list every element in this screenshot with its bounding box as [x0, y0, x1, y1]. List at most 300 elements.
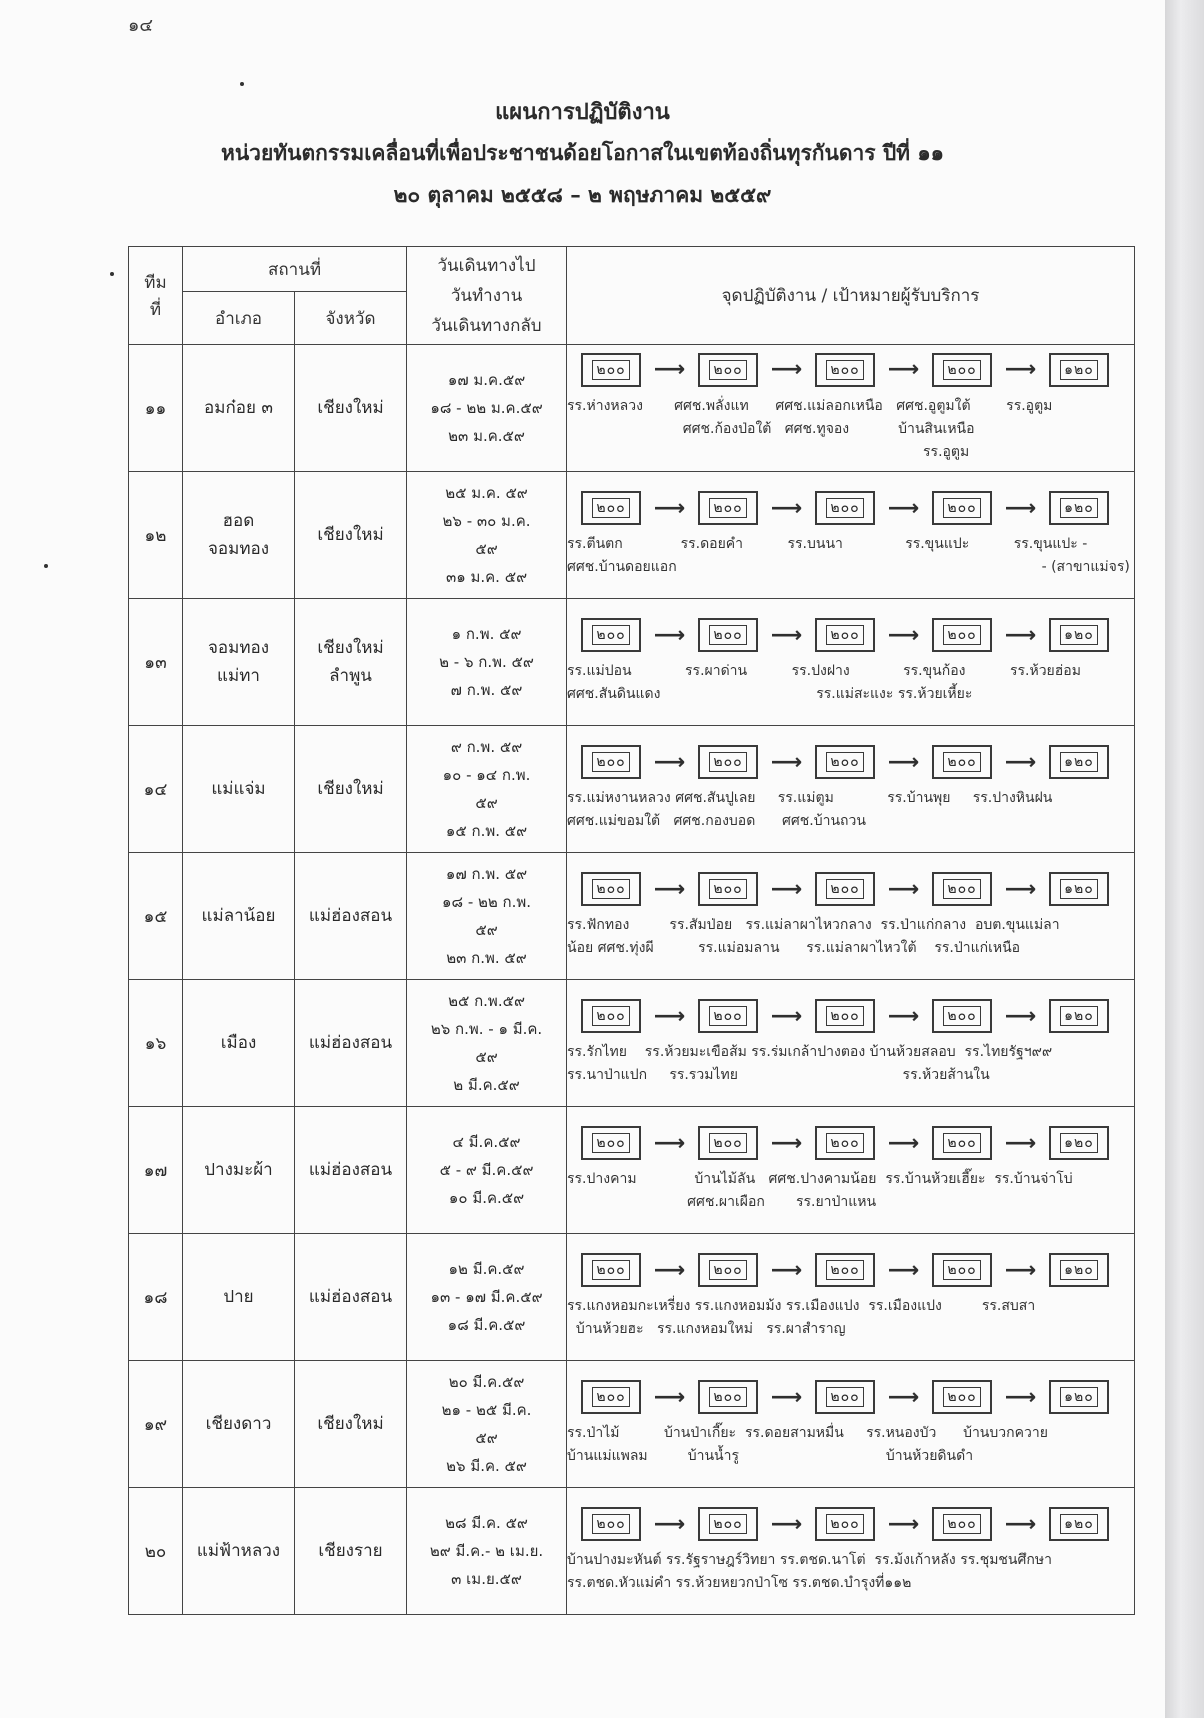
arrow-right-icon: ⟶	[770, 1511, 803, 1537]
arrow-right-icon: ⟶	[653, 1257, 686, 1283]
dates-cell	[407, 853, 567, 980]
table-row	[129, 1361, 1135, 1488]
target-box	[932, 872, 992, 906]
school-list	[567, 1549, 1134, 1595]
document-period: ๒๐ ตุลาคม ๒๕๕๘ – ๒ พฤษภาคม ๒๕๕๙	[393, 182, 772, 207]
target-value: ๒๐๐	[826, 625, 863, 645]
arrow-right-icon: ⟶	[653, 1511, 686, 1537]
date-line: ๑๐ มี.ค.๕๙	[448, 1189, 525, 1207]
date-line: ๒๙ มี.ค.- ๒ เม.ย.	[429, 1542, 544, 1560]
amphoe-line: อมก๋อย ๓	[204, 398, 273, 418]
school-list	[567, 914, 1134, 960]
table-row	[129, 1234, 1135, 1361]
target-box	[1049, 1507, 1109, 1541]
target-value: ๒๐๐	[592, 360, 629, 380]
date-line: ๑๗ ก.พ. ๕๙	[445, 865, 528, 883]
target-box	[815, 872, 875, 906]
target-flow	[581, 1507, 1134, 1541]
date-line: ๙ ก.พ. ๕๙	[450, 738, 523, 756]
points-cell	[567, 853, 1135, 980]
arrow-right-icon: ⟶	[770, 622, 803, 648]
target-value: ๑๒๐	[1060, 498, 1098, 518]
school-list	[567, 1041, 1134, 1087]
arrow-right-icon: ⟶	[770, 876, 803, 902]
amphoe-cell	[183, 472, 295, 599]
target-box	[581, 353, 641, 387]
date-line: ๒๓ ก.พ. ๕๙	[446, 949, 527, 967]
arrow-right-icon: ⟶	[1004, 357, 1037, 382]
amphoe-cell	[183, 1107, 295, 1234]
target-value: ๒๐๐	[826, 752, 863, 772]
target-box	[581, 1126, 641, 1160]
arrow-right-icon: ⟶	[887, 495, 920, 521]
province-line: เชียงใหม่	[317, 638, 384, 658]
amphoe-line: ปาย	[223, 1287, 254, 1307]
target-box	[1049, 745, 1109, 779]
date-line: ๒๐ มี.ค.๕๙	[448, 1373, 525, 1391]
target-value: ๒๐๐	[709, 879, 746, 899]
province-cell	[295, 599, 407, 726]
target-value: ๒๐๐	[592, 498, 629, 518]
target-box	[698, 353, 758, 387]
amphoe-line: ฮอด	[222, 511, 255, 531]
school-line: รร.ปางคาม บ้านไม้ลัน ศศช.ปางคามน้อย รร.บ้านห้วยเฮี๊ยะ รร.บ้านจ่าโบ่	[567, 1171, 1073, 1187]
dates-cell	[407, 726, 567, 853]
date-line: ๒๕ ม.ค. ๕๙	[445, 484, 528, 502]
target-flow	[581, 618, 1134, 652]
target-box	[1049, 618, 1109, 652]
points-cell	[567, 1107, 1135, 1234]
school-line: รร.แม่หงานหลวง ศศช.สันปูเลย รร.แม่ตูม รร.บ้านพุย รร.ปางหินฝน	[567, 790, 1053, 806]
target-box	[1049, 1253, 1109, 1287]
target-value: ๒๐๐	[943, 360, 980, 380]
target-box	[698, 745, 758, 779]
date-line: ๑๘ มี.ค.๕๙	[447, 1316, 526, 1334]
points-cell	[567, 472, 1135, 599]
target-flow	[581, 1126, 1134, 1160]
header-dates-return: วันเดินทางกลับ	[431, 315, 542, 336]
target-box	[1049, 491, 1109, 525]
header-team-line2: ที่	[149, 299, 162, 320]
school-line: รร.ป่าไม้ บ้านป่าเกี๊ยะ รร.ดอยสามหมื่น รร.หนองบัว บ้านบวกควาย	[567, 1425, 1048, 1441]
arrow-right-icon: ⟶	[1004, 749, 1037, 775]
target-box	[815, 1380, 875, 1414]
school-line: รร.ฟักทอง รร.สัมป่อย รร.แม่ลาผาไหวกลาง รร.ป่าแก่กลาง อบต.ขุนแม่ลา	[567, 917, 1060, 933]
team-cell: ๑๕	[129, 853, 183, 980]
arrow-right-icon: ⟶	[887, 1130, 920, 1156]
target-box	[815, 353, 875, 387]
target-value: ๒๐๐	[826, 498, 863, 518]
target-box	[932, 353, 992, 387]
province-cell	[295, 1361, 407, 1488]
date-line: ๔ มี.ค.๕๙	[452, 1133, 521, 1151]
target-value: ๒๐๐	[592, 1006, 629, 1026]
date-line: ๓ เม.ย.๕๙	[451, 1570, 522, 1588]
target-value: ๑๒๐	[1060, 625, 1098, 645]
amphoe-cell	[183, 980, 295, 1107]
school-line: ศศช.ก้องป่อใต้ ศศช.ทูจอง บ้านสินเหนือ	[567, 420, 975, 437]
header-team-line1: ทีม	[144, 272, 167, 293]
arrow-right-icon: ⟶	[887, 357, 920, 382]
target-value: ๒๐๐	[592, 752, 629, 772]
date-line: ๒๘ มี.ค. ๕๙	[445, 1514, 528, 1532]
date-line: ๑ ก.พ. ๕๙	[451, 625, 522, 643]
target-value: ๒๐๐	[709, 625, 746, 645]
page-edge-shadow	[1165, 0, 1204, 1718]
points-cell	[567, 1361, 1135, 1488]
table-row	[129, 853, 1135, 980]
target-box	[815, 1126, 875, 1160]
target-box	[932, 618, 992, 652]
target-box	[581, 618, 641, 652]
header-dates-go: วันเดินทางไป	[437, 255, 536, 276]
target-box	[698, 1507, 758, 1541]
arrow-right-icon: ⟶	[653, 1130, 686, 1156]
province-line: ลำพูน	[329, 666, 372, 686]
school-line: รร.ห่างหลวง ศศช.พลั่งแท ศศช.แม่ลอกเหนือ ศศช.อูตูมใต้ รร.อูตูม	[567, 397, 1053, 414]
arrow-right-icon: ⟶	[653, 876, 686, 902]
date-line: ๑๘ - ๒๒ ม.ค.๕๙	[430, 399, 543, 417]
dates-cell	[407, 980, 567, 1107]
arrow-right-icon: ⟶	[1004, 1003, 1037, 1029]
arrow-right-icon: ⟶	[1004, 495, 1037, 521]
dates-cell	[407, 472, 567, 599]
arrow-right-icon: ⟶	[770, 495, 803, 521]
target-flow	[581, 745, 1134, 779]
target-value: ๒๐๐	[709, 498, 746, 518]
arrow-right-icon: ⟶	[770, 749, 803, 775]
arrow-right-icon: ⟶	[653, 1003, 686, 1029]
target-value: ๒๐๐	[943, 752, 980, 772]
province-cell	[295, 1488, 407, 1615]
target-value: ๒๐๐	[709, 1006, 746, 1026]
target-value: ๒๐๐	[943, 498, 980, 518]
team-cell: ๑๘	[129, 1234, 183, 1361]
amphoe-cell	[183, 1488, 295, 1615]
header-points: จุดปฏิบัติงาน / เป้าหมายผู้รับบริการ	[567, 247, 1135, 345]
date-line: ๕๙	[475, 794, 498, 812]
target-value: ๒๐๐	[943, 1006, 980, 1026]
target-box	[581, 1507, 641, 1541]
province-line: แม่ฮ่องสอน	[308, 1287, 393, 1307]
header-province: จังหวัด	[295, 292, 407, 345]
dates-cell	[407, 599, 567, 726]
target-value: ๒๐๐	[943, 1260, 980, 1280]
points-cell	[567, 726, 1135, 853]
province-cell	[295, 726, 407, 853]
points-cell	[567, 1488, 1135, 1615]
school-line: ศศช.แม่ขอมใต้ ศศช.กองบอด ศศช.บ้านถวน	[567, 813, 866, 829]
arrow-right-icon: ⟶	[653, 357, 686, 382]
arrow-right-icon: ⟶	[770, 1003, 803, 1029]
school-line: รร.แกงหอมกะเหรี่ยง รร.แกงหอมม้ง รร.เมืองแปง รร.เมืองแปง รร.สบสา	[567, 1298, 1036, 1314]
header-dates-work: วันทำงาน	[450, 285, 523, 306]
province-line: แม่ฮ่องสอน	[308, 1033, 393, 1053]
province-line: เชียงใหม่	[317, 779, 384, 799]
target-value: ๒๐๐	[592, 879, 629, 899]
arrow-right-icon: ⟶	[887, 1384, 920, 1410]
school-line: ศศช.สันดินแดง รร.แม่สะแงะ รร.ห้วยเหี้ยะ	[567, 686, 973, 702]
school-line: รร.ตชด.หัวแม่คำ รร.ห้วยหยวกป่าโซ รร.ตชด.บำรุงที่๑๑๒	[567, 1575, 912, 1591]
header-team	[129, 247, 183, 345]
school-list	[567, 1168, 1134, 1214]
target-value: ๒๐๐	[592, 1260, 629, 1280]
table-row	[129, 1107, 1135, 1234]
target-box	[815, 1253, 875, 1287]
scan-dot	[240, 82, 244, 86]
arrow-right-icon: ⟶	[653, 622, 686, 648]
target-box	[698, 1253, 758, 1287]
amphoe-line: เมือง	[220, 1033, 257, 1053]
date-line: ๒๖ - ๓๐ ม.ค.	[442, 512, 531, 530]
arrow-right-icon: ⟶	[653, 495, 686, 521]
school-line: รร.แม่ปอน รร.ผาด่าน รร.ปงฝาง รร.ขุนก้อง รร.ห้วยฮ่อม	[567, 663, 1081, 679]
target-box	[698, 618, 758, 652]
team-cell: ๑๖	[129, 980, 183, 1107]
header-dates	[407, 247, 567, 345]
team-cell: ๒๐	[129, 1488, 183, 1615]
target-box	[932, 999, 992, 1033]
document-title: แผนการปฏิบัติงาน	[495, 99, 670, 125]
target-value: ๒๐๐	[826, 360, 863, 380]
date-line: ๑๘ - ๒๒ ก.พ.	[441, 893, 532, 911]
arrow-right-icon: ⟶	[887, 876, 920, 902]
school-line: รร.ตีนตก รร.ดอยคำ รร.บนนา รร.ขุนแปะ รร.ขุนแปะ -	[567, 536, 1088, 552]
date-line: ๒ - ๖ ก.พ. ๕๙	[439, 653, 534, 671]
province-line: เชียงราย	[318, 1541, 383, 1561]
target-box	[932, 1507, 992, 1541]
date-line: ๕๙	[475, 1048, 498, 1066]
school-list	[567, 533, 1134, 579]
target-value: ๒๐๐	[709, 1260, 746, 1280]
target-box	[1049, 1126, 1109, 1160]
header-amphoe: อำเภอ	[183, 292, 295, 345]
arrow-right-icon: ⟶	[887, 1257, 920, 1283]
target-box	[932, 1253, 992, 1287]
target-value: ๒๐๐	[709, 360, 746, 380]
target-value: ๒๐๐	[826, 1260, 863, 1280]
school-list	[567, 395, 1134, 464]
target-value: ๒๐๐	[826, 1006, 863, 1026]
province-line: เชียงใหม่	[317, 398, 384, 418]
date-line: ๕๙	[475, 1429, 498, 1447]
target-value: ๒๐๐	[826, 1133, 863, 1153]
date-line: ๑๓ - ๑๗ มี.ค.๕๙	[430, 1288, 543, 1306]
date-line: ๒๓ ม.ค.๕๙	[448, 427, 525, 445]
target-value: ๒๐๐	[592, 625, 629, 645]
province-line: เชียงใหม่	[317, 1414, 384, 1434]
province-cell	[295, 980, 407, 1107]
target-value: ๑๒๐	[1060, 360, 1098, 380]
dates-cell	[407, 1361, 567, 1488]
amphoe-cell	[183, 599, 295, 726]
date-line: ๕๙	[475, 921, 498, 939]
target-box	[581, 872, 641, 906]
school-line: น้อย ศศช.ทุ่งผี รร.แม่อมลาน รร.แม่ลาผาไหวใต้ รร.ป่าแก่เหนือ	[567, 940, 1021, 956]
table-row	[129, 345, 1135, 472]
province-line: แม่ฮ่องสอน	[308, 906, 393, 926]
table-row	[129, 472, 1135, 599]
arrow-right-icon: ⟶	[1004, 1384, 1037, 1410]
document-header	[0, 92, 1165, 216]
target-box	[581, 999, 641, 1033]
target-box	[932, 491, 992, 525]
team-cell: ๑๔	[129, 726, 183, 853]
school-line: ศศช.บ้านดอยแอก - (สาขาแม่จร)	[567, 559, 1130, 575]
table-body	[129, 345, 1135, 1615]
arrow-right-icon: ⟶	[770, 1384, 803, 1410]
school-list	[567, 1295, 1134, 1341]
date-line: ๒๖ ก.พ. - ๑ มี.ค.	[430, 1020, 543, 1038]
scan-dot	[110, 272, 114, 276]
team-cell: ๑๓	[129, 599, 183, 726]
table-row	[129, 980, 1135, 1107]
amphoe-cell	[183, 726, 295, 853]
table-row	[129, 599, 1135, 726]
amphoe-cell	[183, 853, 295, 980]
target-box	[1049, 872, 1109, 906]
school-line: บ้านแม่แพลม บ้านน้ำรู บ้านห้วยดินดำ	[567, 1448, 974, 1464]
document-subtitle: หน่วยทันตกรรมเคลื่อนที่เพื่อประชาชนด้อยโอกาสในเขตท้องถิ่นทุรกันดาร ปีที่ ๑๑	[220, 140, 944, 165]
points-cell	[567, 980, 1135, 1107]
target-value: ๒๐๐	[709, 752, 746, 772]
amphoe-line: แม่ฟ้าหลวง	[196, 1541, 281, 1561]
target-box	[1049, 999, 1109, 1033]
date-line: ๕ - ๙ มี.ค.๕๙	[439, 1161, 534, 1179]
target-box	[815, 1507, 875, 1541]
table-row	[129, 1488, 1135, 1615]
province-cell	[295, 1107, 407, 1234]
amphoe-line: เชียงดาว	[205, 1414, 272, 1434]
target-box	[932, 745, 992, 779]
team-cell: ๑๗	[129, 1107, 183, 1234]
school-line: รร.นาป่าแปก รร.รวมไทย รร.ห้วยส้านใน	[567, 1067, 990, 1083]
province-cell	[295, 472, 407, 599]
target-box	[815, 618, 875, 652]
date-line: ๑๐ - ๑๔ ก.พ.	[442, 766, 531, 784]
target-value: ๒๐๐	[709, 1133, 746, 1153]
target-box	[1049, 353, 1109, 387]
target-box	[581, 745, 641, 779]
page-number: ๑๔	[128, 15, 154, 36]
target-box	[698, 1126, 758, 1160]
date-line: ๑๒ มี.ค.๕๙	[448, 1260, 525, 1278]
amphoe-line: จอมทอง	[207, 638, 270, 658]
team-cell: ๑๙	[129, 1361, 183, 1488]
arrow-right-icon: ⟶	[1004, 1511, 1037, 1537]
target-value: ๒๐๐	[826, 1514, 863, 1534]
arrow-right-icon: ⟶	[887, 622, 920, 648]
scan-dot	[44, 564, 48, 568]
target-box	[581, 491, 641, 525]
header-location: สถานที่	[183, 247, 407, 292]
amphoe-line: แม่แจ่ม	[211, 779, 266, 799]
arrow-right-icon: ⟶	[653, 1384, 686, 1410]
target-flow	[581, 491, 1134, 525]
target-flow	[581, 999, 1134, 1033]
date-line: ๕๙	[475, 540, 498, 558]
points-cell	[567, 1234, 1135, 1361]
target-box	[932, 1126, 992, 1160]
target-value: ๑๒๐	[1060, 1260, 1098, 1280]
dates-cell	[407, 1107, 567, 1234]
target-box	[698, 999, 758, 1033]
date-line: ๒๑ - ๒๕ มี.ค.	[441, 1401, 532, 1419]
date-line: ๑๕ ก.พ. ๕๙	[445, 822, 528, 840]
province-cell	[295, 853, 407, 980]
target-box	[932, 1380, 992, 1414]
amphoe-cell	[183, 1234, 295, 1361]
school-line: ศศช.ผาเผือก รร.ยาป่าแหน	[567, 1194, 877, 1210]
school-line: รร.อูตูม	[567, 443, 970, 460]
province-cell	[295, 1234, 407, 1361]
target-box	[815, 999, 875, 1033]
date-line: ๒๕ ก.พ.๕๙	[448, 992, 525, 1010]
dates-cell	[407, 1234, 567, 1361]
school-list	[567, 660, 1134, 706]
target-box	[815, 745, 875, 779]
amphoe-line: แม่ลาน้อย	[201, 906, 276, 926]
arrow-right-icon: ⟶	[653, 749, 686, 775]
arrow-right-icon: ⟶	[1004, 1130, 1037, 1156]
table-row	[129, 726, 1135, 853]
target-box	[1049, 1380, 1109, 1414]
operation-plan-table	[128, 246, 1135, 1615]
target-box	[815, 491, 875, 525]
target-box	[698, 1380, 758, 1414]
target-box	[581, 1253, 641, 1287]
target-value: ๑๒๐	[1060, 879, 1098, 899]
target-value: ๒๐๐	[826, 1387, 863, 1407]
target-value: ๒๐๐	[592, 1514, 629, 1534]
school-line: รร.รักไทย รร.ห้วยมะเขือส้ม รร.ร่มเกล้าปางตอง บ้านห้วยสลอบ รร.ไทยรัฐฯ๙๙	[567, 1044, 1053, 1060]
amphoe-cell	[183, 345, 295, 472]
arrow-right-icon: ⟶	[770, 1130, 803, 1156]
dates-cell	[407, 345, 567, 472]
amphoe-line: จอมทอง	[207, 539, 270, 559]
points-cell	[567, 599, 1135, 726]
target-flow	[581, 1380, 1134, 1414]
arrow-right-icon: ⟶	[887, 1003, 920, 1029]
date-line: ๓๑ ม.ค. ๕๙	[445, 568, 528, 586]
target-flow	[581, 1253, 1134, 1287]
date-line: ๒๖ มี.ค. ๕๙	[446, 1457, 527, 1475]
target-value: ๑๒๐	[1060, 1387, 1098, 1407]
date-line: ๑๗ ม.ค.๕๙	[447, 371, 526, 389]
arrow-right-icon: ⟶	[1004, 1257, 1037, 1283]
arrow-right-icon: ⟶	[770, 1257, 803, 1283]
date-line: ๒ มี.ค.๕๙	[453, 1076, 520, 1094]
target-value: ๑๒๐	[1060, 1006, 1098, 1026]
province-line: แม่ฮ่องสอน	[308, 1160, 393, 1180]
target-value: ๒๐๐	[943, 879, 980, 899]
date-line: ๗ ก.พ. ๕๙	[450, 681, 523, 699]
target-value: ๒๐๐	[943, 625, 980, 645]
school-line: บ้านห้วยฮะ รร.แกงหอมใหม่ รร.ผาสำราญ	[567, 1321, 846, 1337]
target-box	[581, 1380, 641, 1414]
arrow-right-icon: ⟶	[770, 357, 803, 382]
target-value: ๒๐๐	[943, 1387, 980, 1407]
target-value: ๒๐๐	[943, 1514, 980, 1534]
target-flow	[581, 353, 1134, 387]
target-value: ๒๐๐	[709, 1514, 746, 1534]
amphoe-line: ปางมะผ้า	[204, 1160, 273, 1180]
school-list	[567, 787, 1134, 833]
target-value: ๒๐๐	[826, 879, 863, 899]
arrow-right-icon: ⟶	[1004, 622, 1037, 648]
school-line: บ้านปางมะหันต์ รร.รัฐราษฎร์วิทยา รร.ตชด.นาโต่ รร.ม้งเก้าหลัง รร.ชุมชนศึกษา	[567, 1552, 1052, 1568]
dates-cell	[407, 1488, 567, 1615]
